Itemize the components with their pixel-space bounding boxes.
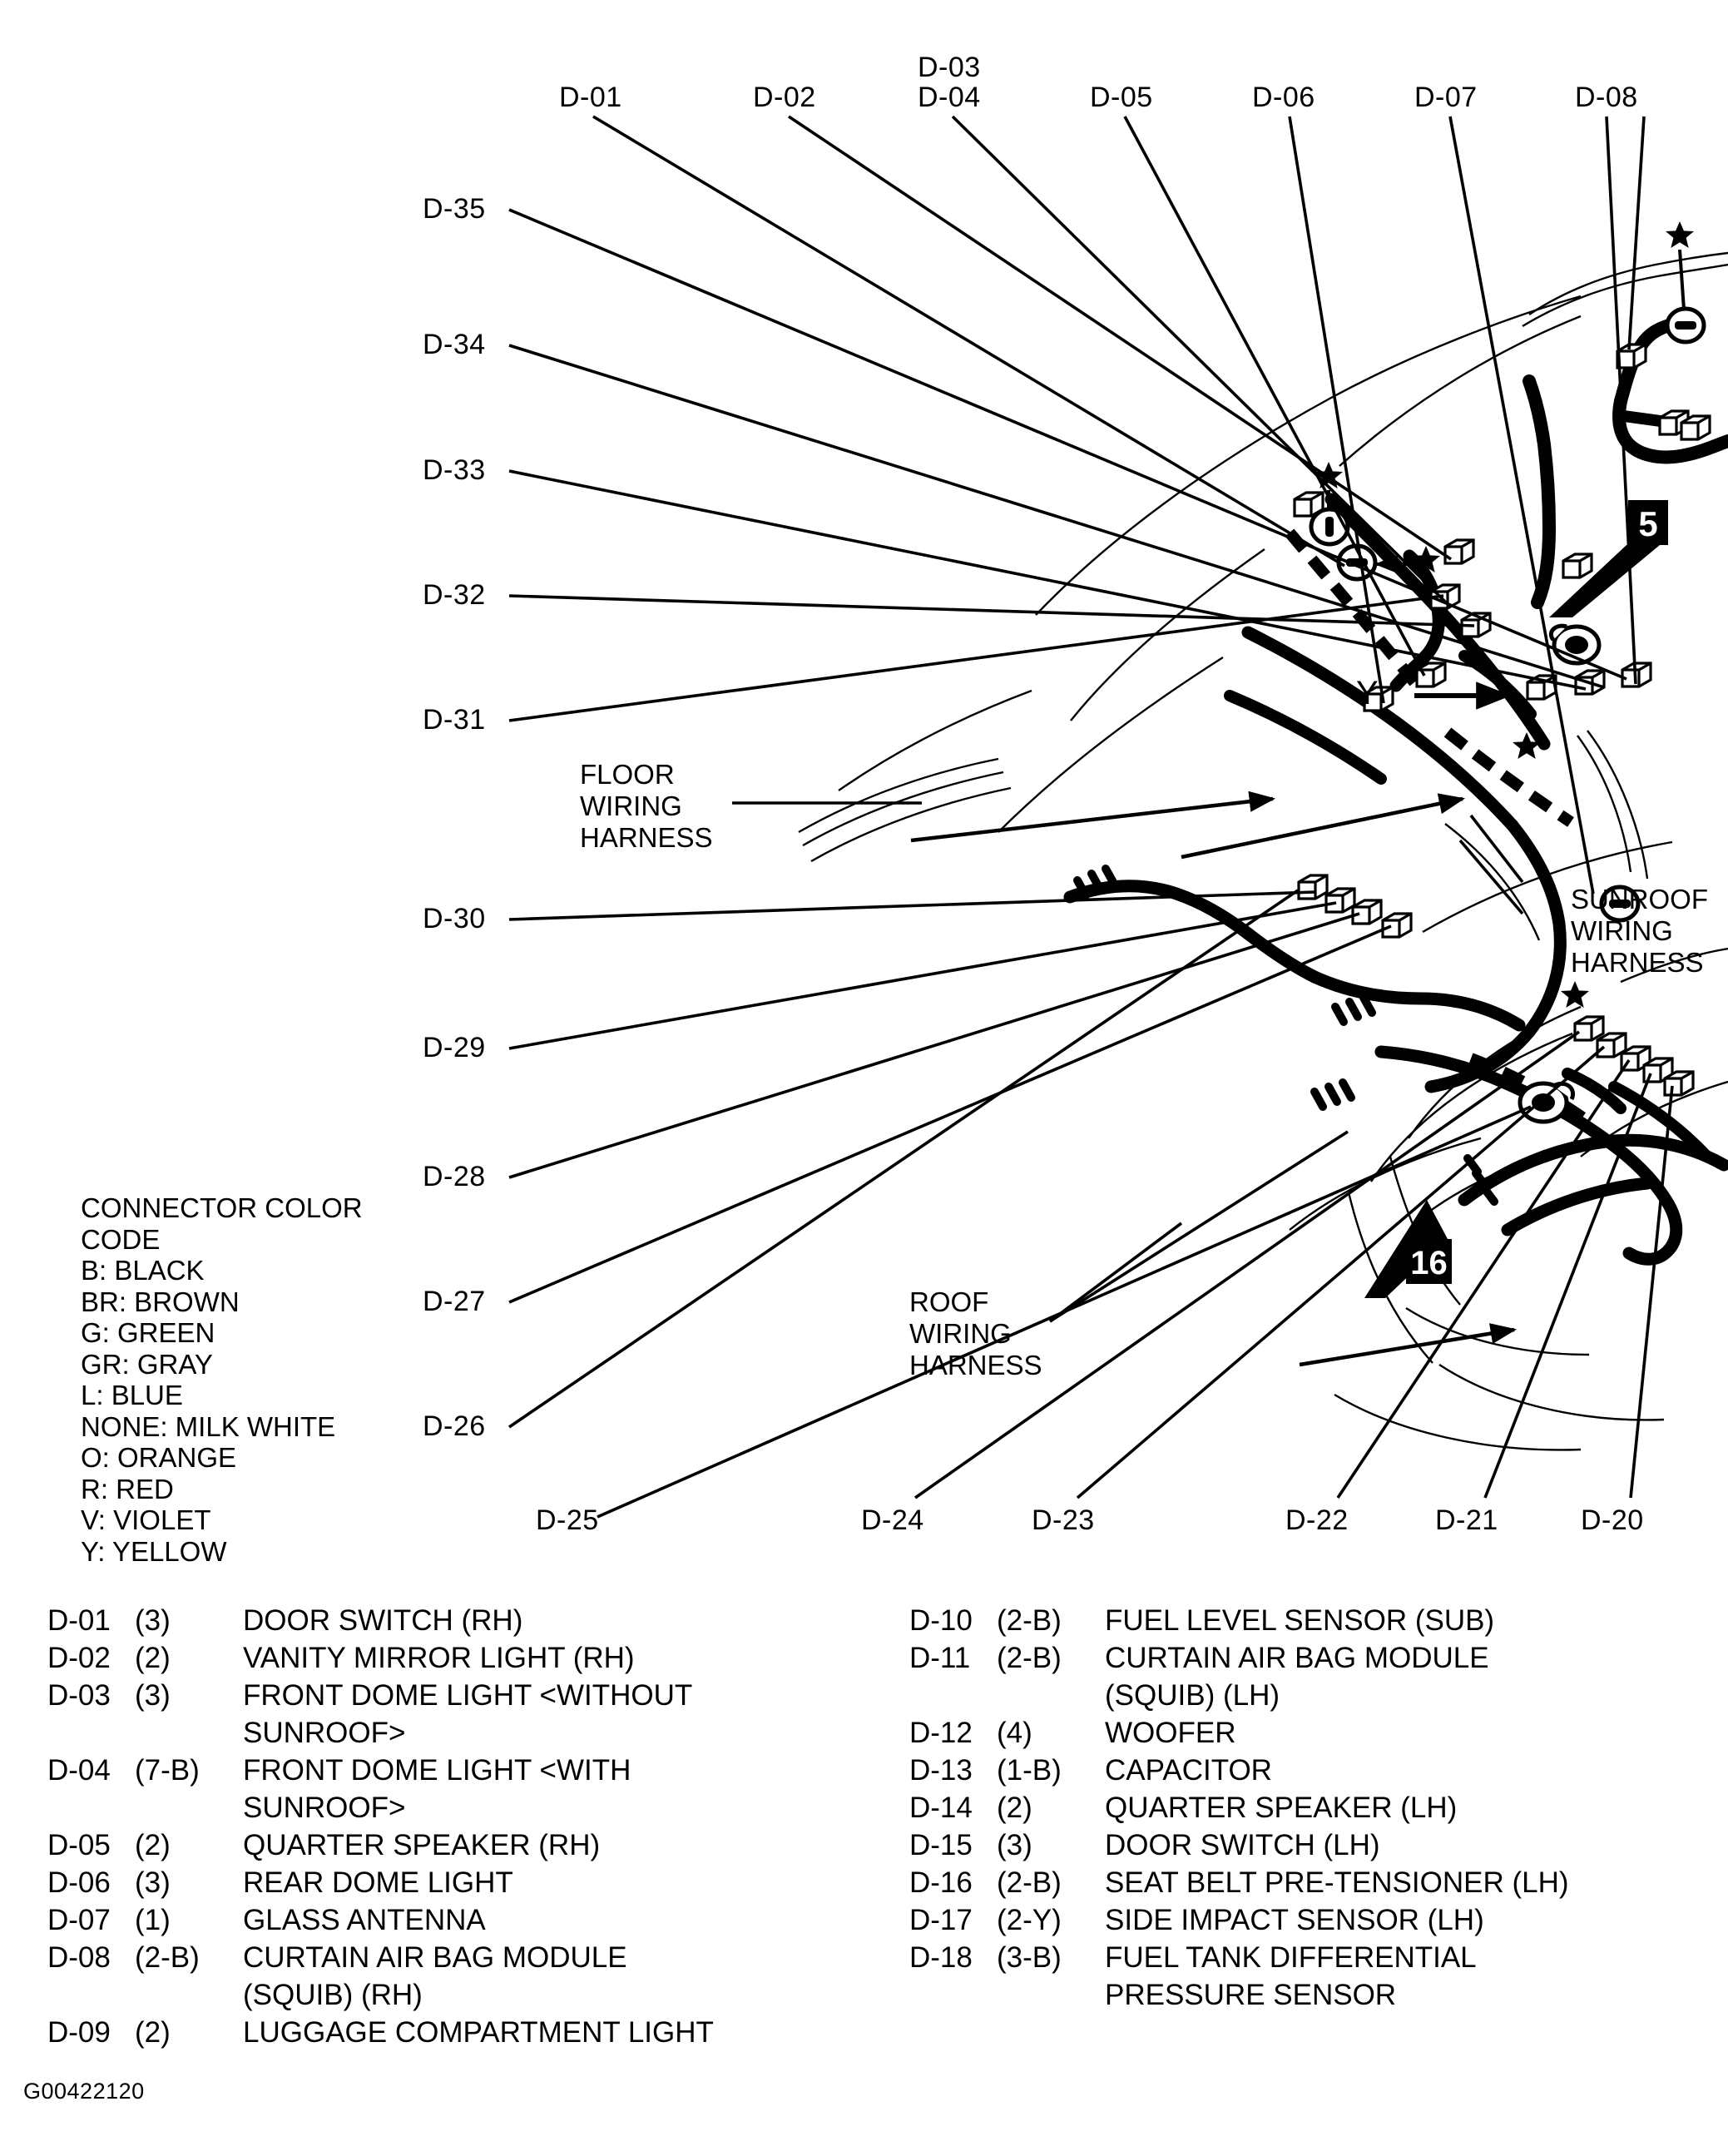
legend-description: FUEL TANK DIFFERENTIAL bbox=[1105, 1941, 1477, 1974]
legend-pin-count: (2-B) bbox=[997, 1604, 1062, 1637]
legend-connector-id: D-12 bbox=[909, 1717, 973, 1749]
color-code-entry-yellow: Y: YELLOW bbox=[81, 1535, 227, 1567]
color-code-entry-black: B: BLACK bbox=[81, 1255, 205, 1286]
legend-row bbox=[47, 1602, 863, 1639]
legend-row bbox=[909, 1826, 1708, 1864]
legend-connector-id: D-16 bbox=[909, 1866, 973, 1899]
legend-row bbox=[47, 2014, 863, 2051]
legend-row bbox=[909, 1752, 1708, 1789]
legend-row bbox=[47, 1901, 863, 1939]
callout-d30: D-30 bbox=[423, 903, 486, 934]
legend-row-continuation bbox=[909, 1677, 1708, 1714]
legend-connector-id: D-09 bbox=[47, 2016, 111, 2049]
legend-row bbox=[909, 1639, 1708, 1677]
legend-row bbox=[47, 1864, 863, 1901]
callout-d25: D-25 bbox=[536, 1504, 599, 1536]
sunroof-harness-line-3: HARNESS bbox=[1571, 947, 1704, 978]
legend-description: FUEL LEVEL SENSOR (SUB) bbox=[1105, 1604, 1495, 1637]
callout-d31: D-31 bbox=[423, 704, 486, 736]
legend-pin-count: (2) bbox=[997, 1792, 1032, 1824]
legend-description-continued: (SQUIB) (LH) bbox=[1105, 1679, 1280, 1712]
callout-d04: D-04 bbox=[918, 82, 981, 113]
legend-description: REAR DOME LIGHT bbox=[243, 1866, 513, 1899]
color-code-heading-line-2: CODE bbox=[81, 1223, 161, 1255]
yellow-connector-label: Y bbox=[1356, 675, 1379, 711]
legend-pin-count: (3) bbox=[997, 1829, 1032, 1861]
legend-description: SEAT BELT PRE-TENSIONER (LH) bbox=[1105, 1866, 1569, 1899]
legend-connector-id: D-02 bbox=[47, 1642, 111, 1674]
color-code-entry-green: G: GREEN bbox=[81, 1317, 215, 1348]
legend-description-continued: (SQUIB) (RH) bbox=[243, 1979, 423, 2011]
legend-row-continuation bbox=[47, 1714, 863, 1752]
legend-connector-id: D-05 bbox=[47, 1829, 111, 1861]
legend-description: VANITY MIRROR LIGHT (RH) bbox=[243, 1642, 635, 1674]
floor-wiring-harness-label bbox=[580, 759, 713, 854]
legend-row-continuation bbox=[47, 1789, 863, 1826]
connector-color-code-block bbox=[81, 1192, 363, 1567]
legend-description-continued: SUNROOF> bbox=[243, 1792, 406, 1824]
callout-d28: D-28 bbox=[423, 1161, 486, 1192]
callout-d27: D-27 bbox=[423, 1286, 486, 1317]
callout-d29: D-29 bbox=[423, 1032, 486, 1063]
legend-row bbox=[47, 1939, 863, 1976]
legend-pin-count: (2) bbox=[135, 1642, 171, 1674]
legend-description: CURTAIN AIR BAG MODULE bbox=[243, 1941, 627, 1974]
legend-row bbox=[909, 1901, 1708, 1939]
color-code-entry-orange: O: ORANGE bbox=[81, 1442, 237, 1473]
color-code-heading-line-1: CONNECTOR COLOR bbox=[81, 1192, 363, 1223]
legend-row bbox=[47, 1677, 863, 1714]
callout-d08: D-08 bbox=[1575, 82, 1638, 113]
floor-harness-line-3: HARNESS bbox=[580, 822, 713, 853]
legend-pin-count: (3) bbox=[135, 1679, 171, 1712]
legend-connector-id: D-18 bbox=[909, 1941, 973, 1974]
callout-d22: D-22 bbox=[1285, 1504, 1349, 1536]
roof-harness-line-3: HARNESS bbox=[909, 1350, 1042, 1380]
legend-connector-id: D-06 bbox=[47, 1866, 111, 1899]
callout-d34: D-34 bbox=[423, 329, 486, 360]
roof-harness-line-2: WIRING bbox=[909, 1318, 1012, 1349]
callout-d03: D-03 bbox=[918, 52, 981, 83]
color-code-entry-blue: L: BLUE bbox=[81, 1380, 183, 1410]
color-code-entry-gray: GR: GRAY bbox=[81, 1348, 213, 1380]
callout-d05: D-05 bbox=[1090, 82, 1153, 113]
legend-pin-count: (3) bbox=[135, 1604, 171, 1637]
legend-description: QUARTER SPEAKER (LH) bbox=[1105, 1792, 1458, 1824]
color-code-entry-red: R: RED bbox=[81, 1473, 174, 1504]
legend-description: FRONT DOME LIGHT <WITHOUT bbox=[243, 1679, 693, 1712]
legend-row-continuation bbox=[909, 1976, 1708, 2014]
legend-pin-count: (1) bbox=[135, 1904, 171, 1936]
legend-description: FRONT DOME LIGHT <WITH bbox=[243, 1754, 631, 1787]
callout-d35: D-35 bbox=[423, 193, 486, 225]
harness-cable-runs bbox=[1070, 323, 1728, 1259]
legend-description: CAPACITOR bbox=[1105, 1754, 1272, 1787]
legend-connector-id: D-01 bbox=[47, 1604, 111, 1637]
sunroof-wiring-harness-label bbox=[1571, 884, 1708, 979]
callout-d01: D-01 bbox=[559, 82, 622, 113]
legend-row bbox=[909, 1602, 1708, 1639]
legend-connector-id: D-03 bbox=[47, 1679, 111, 1712]
legend-pin-count: (4) bbox=[997, 1717, 1032, 1749]
floor-harness-line-1: FLOOR bbox=[580, 759, 675, 790]
legend-description-continued: PRESSURE SENSOR bbox=[1105, 1979, 1397, 2011]
legend-pin-count: (2) bbox=[135, 1829, 171, 1861]
legend-description-continued: SUNROOF> bbox=[243, 1717, 406, 1749]
legend-connector-id: D-17 bbox=[909, 1904, 973, 1936]
legend-pin-count: (1-B) bbox=[997, 1754, 1062, 1787]
connector-legend-left bbox=[47, 1602, 863, 2051]
callout-d23: D-23 bbox=[1032, 1504, 1095, 1536]
legend-description: QUARTER SPEAKER (RH) bbox=[243, 1829, 601, 1861]
legend-connector-id: D-10 bbox=[909, 1604, 973, 1637]
legend-description: GLASS ANTENNA bbox=[243, 1904, 486, 1936]
color-code-entry-brown: BR: BROWN bbox=[81, 1286, 240, 1317]
legend-row bbox=[47, 1752, 863, 1789]
callout-d24: D-24 bbox=[861, 1504, 924, 1536]
section-badge-5: 5 bbox=[1628, 500, 1668, 545]
drawing-code: G00422120 bbox=[23, 2079, 145, 2104]
legend-connector-id: D-14 bbox=[909, 1792, 973, 1824]
roof-panel-detail bbox=[799, 691, 1032, 861]
color-code-entry-violet: V: VIOLET bbox=[81, 1504, 211, 1535]
legend-row bbox=[909, 1789, 1708, 1826]
legend-row bbox=[909, 1714, 1708, 1752]
callout-d21: D-21 bbox=[1435, 1504, 1498, 1536]
legend-pin-count: (3) bbox=[135, 1866, 171, 1899]
legend-pin-count: (7-B) bbox=[135, 1754, 200, 1787]
legend-pin-count: (3-B) bbox=[997, 1941, 1062, 1974]
color-code-entry-milk-white: NONE: MILK WHITE bbox=[81, 1410, 336, 1442]
legend-description: LUGGAGE COMPARTMENT LIGHT bbox=[243, 2016, 714, 2049]
legend-description: SIDE IMPACT SENSOR (LH) bbox=[1105, 1904, 1484, 1936]
legend-row bbox=[47, 1639, 863, 1677]
roof-harness-line-1: ROOF bbox=[909, 1286, 989, 1317]
callout-d26: D-26 bbox=[423, 1410, 486, 1442]
section-badge-16: 16 bbox=[1406, 1239, 1452, 1284]
sunroof-harness-line-2: WIRING bbox=[1571, 915, 1673, 946]
connector-legend-right bbox=[909, 1602, 1708, 2014]
legend-connector-id: D-04 bbox=[47, 1754, 111, 1787]
legend-row bbox=[47, 1826, 863, 1864]
legend-description: CURTAIN AIR BAG MODULE bbox=[1105, 1642, 1489, 1674]
legend-row bbox=[909, 1864, 1708, 1901]
callout-d20: D-20 bbox=[1581, 1504, 1644, 1536]
callout-d33: D-33 bbox=[423, 454, 486, 486]
legend-pin-count: (2-B) bbox=[997, 1642, 1062, 1674]
legend-description: WOOFER bbox=[1105, 1717, 1236, 1749]
callout-d02: D-02 bbox=[753, 82, 816, 113]
legend-connector-id: D-08 bbox=[47, 1941, 111, 1974]
callout-d07: D-07 bbox=[1414, 82, 1478, 113]
legend-row bbox=[909, 1939, 1708, 1976]
callout-d06: D-06 bbox=[1252, 82, 1315, 113]
sunroof-harness-line-1: SUNROOF bbox=[1571, 884, 1708, 914]
callout-d32: D-32 bbox=[423, 579, 486, 611]
legend-connector-id: D-15 bbox=[909, 1829, 973, 1861]
floor-harness-line-2: WIRING bbox=[580, 791, 682, 821]
legend-connector-id: D-07 bbox=[47, 1904, 111, 1936]
legend-connector-id: D-11 bbox=[909, 1642, 971, 1674]
legend-description: DOOR SWITCH (LH) bbox=[1105, 1829, 1380, 1861]
legend-pin-count: (2-B) bbox=[997, 1866, 1062, 1899]
legend-row-continuation bbox=[47, 1976, 863, 2014]
legend-pin-count: (2-Y) bbox=[997, 1904, 1062, 1936]
legend-description: DOOR SWITCH (RH) bbox=[243, 1604, 523, 1637]
legend-pin-count: (2) bbox=[135, 2016, 171, 2049]
legend-pin-count: (2-B) bbox=[135, 1941, 200, 1974]
legend-connector-id: D-13 bbox=[909, 1754, 973, 1787]
roof-wiring-harness-label bbox=[909, 1286, 1042, 1381]
